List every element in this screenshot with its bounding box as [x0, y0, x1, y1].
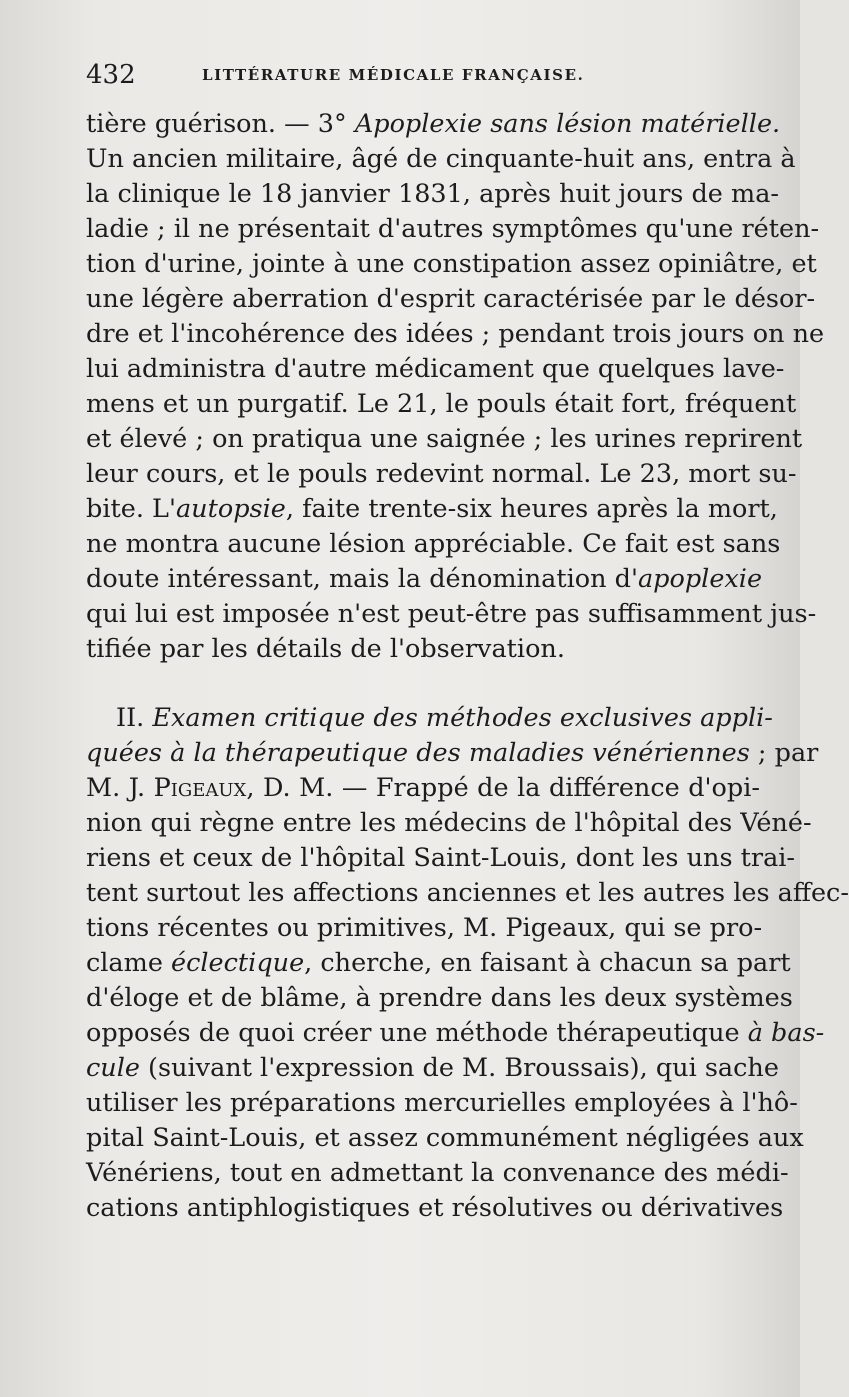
text-run: II. — [116, 703, 153, 733]
text-line — [116, 700, 773, 736]
italic-run: Examen critique des méthodes exclusives appli- — [152, 703, 773, 733]
text-run: clame — [86, 948, 172, 978]
text-line: dre et l'incohérence des idées ; pendant trois jours on ne — [86, 319, 825, 349]
author-name: Pigeaux — [153, 773, 247, 803]
text-line: riens et ceux de l'hôpital Saint-Louis, dont les uns trai- — [86, 843, 796, 873]
text-run: bite. L' — [86, 494, 176, 524]
italic-run: apoplexie — [637, 564, 763, 594]
text-run: , D. M. — Frappé de la différence d'opi- — [246, 773, 760, 803]
text-line: pital Saint-Louis, et assez communément négligées aux — [86, 1123, 804, 1153]
text-line: utiliser les préparations mercurielles employées à l'hô- — [86, 1088, 798, 1118]
text-line: lui administra d'autre médicament que quelques lave- — [86, 354, 785, 384]
text-run: tière guérison. — 3° — [86, 109, 355, 139]
text-line: et élevé ; on pratiqua une saignée ; les urines reprirent — [86, 424, 803, 454]
text-line — [86, 735, 819, 771]
text-run: , faite trente-six heures après la mort, — [285, 494, 778, 524]
text-run: ; par — [749, 738, 819, 768]
text-line: une légère aberration d'esprit caractérisée par le désor- — [86, 284, 816, 314]
text-line: ladie ; il ne présentait d'autres symptômes qu'une réten- — [86, 214, 820, 244]
text-line: Un ancien militaire, âgé de cinquante-huit ans, entra à — [86, 144, 796, 174]
text-line: d'éloge et de blâme, à prendre dans les deux systèmes — [86, 983, 793, 1013]
italic-run: éclectique — [171, 948, 305, 978]
text-line — [86, 561, 763, 597]
text-line — [86, 491, 778, 527]
text-line — [86, 1050, 779, 1086]
text-line: ne montra aucune lésion appréciable. Ce fait est sans — [86, 529, 781, 559]
page-header — [86, 60, 746, 90]
running-head: LITTÉRATURE MÉDICALE FRANÇAISE. — [202, 66, 585, 84]
page-number: 432 — [86, 60, 136, 90]
text-line — [86, 945, 791, 981]
italic-run: autopsie — [175, 494, 286, 524]
text-run: opposés de quoi créer une méthode thérapeutique — [86, 1018, 748, 1048]
text-run: doute intéressant, mais la dénomination d' — [86, 564, 638, 594]
italic-run: quées à la thérapeutique des maladies vénériennes — [86, 738, 750, 768]
italic-run: cule — [86, 1053, 140, 1083]
text-line: nion qui règne entre les médecins de l'hôpital des Véné- — [86, 808, 812, 838]
text-line: cations antiphlogistiques et résolutives ou dérivatives — [86, 1193, 784, 1223]
text-line: la clinique le 18 janvier 1831, après huit jours de ma- — [86, 179, 780, 209]
text-line: tions récentes ou primitives, M. Pigeaux, qui se pro- — [86, 913, 763, 943]
italic-run: à bas- — [747, 1018, 825, 1048]
text-run: M. J. — [86, 773, 154, 803]
text-line — [86, 106, 781, 142]
text-line: tion d'urine, jointe à une constipation assez opiniâtre, et — [86, 249, 817, 279]
text-run: (suivant l'expression de M. Broussais), qui sache — [139, 1053, 779, 1083]
text-line: mens et un purgatif. Le 21, le pouls était fort, fréquent — [86, 389, 797, 419]
text-line — [86, 770, 760, 806]
text-line: Vénériens, tout en admettant la convenance des médi- — [86, 1158, 789, 1188]
text-line — [86, 1015, 825, 1051]
text-line: qui lui est imposée n'est peut-être pas suffisamment jus- — [86, 599, 817, 629]
text-line: tent surtout les affections anciennes et les autres les affec- — [86, 878, 849, 908]
text-line: leur cours, et le pouls redevint normal. Le 23, mort su- — [86, 459, 797, 489]
text-line: tifiée par les détails de l'observation. — [86, 634, 565, 664]
text-run: , cherche, en faisant à chacun sa part — [304, 948, 791, 978]
italic-run: Apoplexie sans lésion matérielle. — [354, 109, 781, 139]
